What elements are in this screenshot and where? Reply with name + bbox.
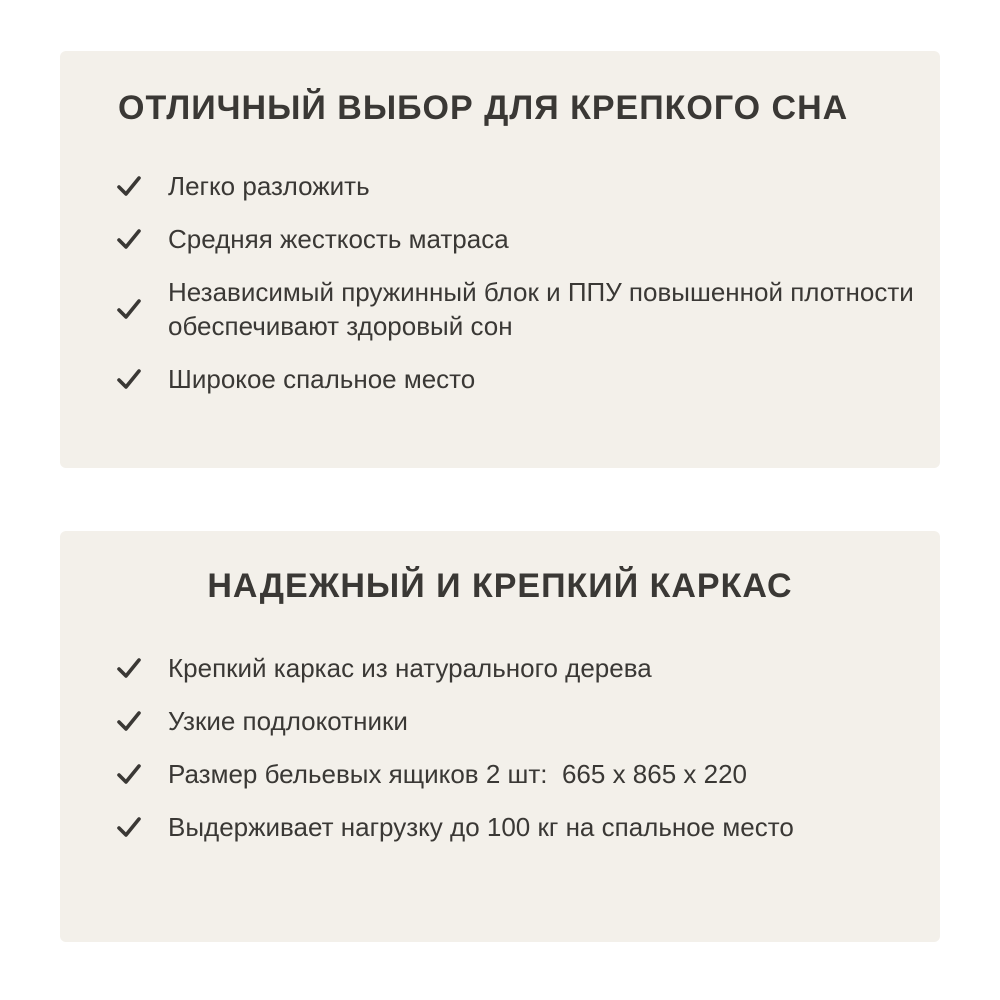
checkmark-icon	[116, 814, 142, 840]
checkmark-icon	[116, 761, 142, 787]
feature-text: Размер бельевых ящиков 2 шт: 665 х 865 х 220	[168, 759, 747, 789]
sleep-features-title: ОТЛИЧНЫЙ ВЫБОР ДЛЯ КРЕПКОГО СНА	[118, 89, 849, 127]
feature-text: Легко разложить	[168, 171, 370, 201]
list-item	[116, 757, 920, 791]
checkmark-icon	[116, 173, 142, 199]
list-item	[116, 704, 920, 738]
checkmark-icon	[116, 366, 142, 392]
checkmark-icon	[116, 655, 142, 681]
list-item	[116, 169, 920, 203]
sleep-features-card	[60, 51, 940, 468]
feature-text: Выдерживает нагрузку до 100 кг на спальное место	[168, 812, 794, 842]
list-item	[116, 362, 920, 396]
list-item	[116, 651, 920, 685]
frame-features-list	[116, 651, 920, 863]
checkmark-icon	[116, 708, 142, 734]
feature-text: Широкое спальное место	[168, 364, 476, 394]
list-item	[116, 222, 920, 256]
feature-text: Узкие подлокотники	[168, 706, 408, 736]
list-item	[116, 275, 920, 343]
feature-text: Независимый пружинный блок и ППУ повышенной плотности обеспечивают здоровый сон	[168, 277, 914, 341]
feature-text: Средняя жесткость матраса	[168, 224, 509, 254]
sleep-features-list	[116, 169, 920, 415]
checkmark-icon	[116, 296, 142, 322]
feature-text: Крепкий каркас из натурального дерева	[168, 653, 652, 683]
frame-features-card	[60, 531, 940, 942]
frame-features-title: НАДЕЖНЫЙ И КРЕПКИЙ КАРКАС	[207, 567, 793, 605]
checkmark-icon	[116, 226, 142, 252]
list-item	[116, 810, 920, 844]
